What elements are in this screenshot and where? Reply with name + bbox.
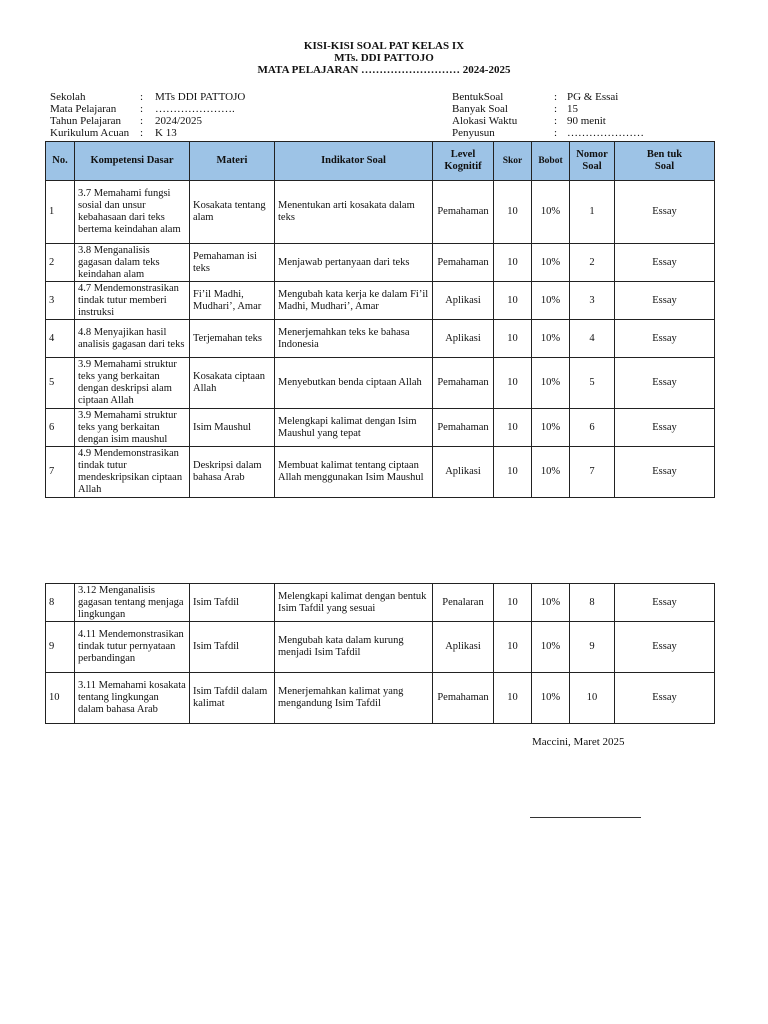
header-level-line2: Kognitif <box>444 161 482 172</box>
cell-materi: Isim Maushul <box>190 409 275 447</box>
cell-no: 7 <box>46 447 75 498</box>
cell-no: 6 <box>46 409 75 447</box>
header-bentuk-line1: Ben tuk <box>646 149 683 160</box>
cell-kd: 4.8 Menyajikan hasil analisis gagasan dari teks <box>75 320 190 358</box>
cell-materi: Deskripsi dalam bahasa Arab <box>190 447 275 498</box>
cell-level: Pemahaman <box>433 673 494 724</box>
cell-bobot: 10% <box>532 244 570 282</box>
cell-level: Aplikasi <box>433 320 494 358</box>
cell-no: 9 <box>46 622 75 673</box>
info-label: Tahun Pelajaran <box>50 115 122 127</box>
cell-bobot: 10% <box>532 358 570 409</box>
cell-skor: 10 <box>494 181 532 244</box>
cell-bobot: 10% <box>532 584 570 622</box>
cell-bentuk: Essay <box>615 244 715 282</box>
cell-indikator: Melengkapi kalimat dengan bentuk Isim Tafdil yang sesuai <box>275 584 433 622</box>
cell-skor: 10 <box>494 244 532 282</box>
cell-indikator: Menerjemahkan teks ke bahasa Indonesia <box>275 320 433 358</box>
header-nomor-line2: Soal <box>582 161 602 172</box>
info-sep: : <box>554 127 558 139</box>
cell-bentuk: Essay <box>615 673 715 724</box>
cell-nomor: 5 <box>570 358 615 409</box>
info-sep: : <box>554 103 558 115</box>
header-bentuk <box>615 142 715 181</box>
cell-bentuk: Essay <box>615 409 715 447</box>
info-label: Sekolah <box>50 91 86 103</box>
table-row <box>46 673 715 724</box>
info-value: …………………. <box>155 103 235 115</box>
cell-level: Aplikasi <box>433 622 494 673</box>
info-label: Alokasi Waktu <box>452 115 518 127</box>
cell-materi: Pemahaman isi teks <box>190 244 275 282</box>
info-value: K 13 <box>155 127 177 139</box>
cell-kd: 3.12 Menganalisis gagasan tentang menjaga lingkungan <box>75 584 190 622</box>
table-row <box>46 584 715 622</box>
info-value: 15 <box>567 103 578 115</box>
cell-skor: 10 <box>494 409 532 447</box>
cell-kd: 3.9 Memahami struktur teks yang berkaitan dengan deskripsi alam ciptaan Allah <box>75 358 190 409</box>
cell-level: Pemahaman <box>433 409 494 447</box>
cell-nomor: 7 <box>570 447 615 498</box>
cell-indikator: Melengkapi kalimat dengan Isim Maushul yang tepat <box>275 409 433 447</box>
cell-indikator: Menerjemahkan kalimat yang mengandung Isim Tafdil <box>275 673 433 724</box>
cell-indikator: Menentukan arti kosakata dalam teks <box>275 181 433 244</box>
info-row-count <box>452 103 644 115</box>
table-row <box>46 282 715 320</box>
cell-skor: 10 <box>494 320 532 358</box>
table-row <box>46 244 715 282</box>
info-sep: : <box>554 91 558 103</box>
info-value: PG & Essai <box>567 91 619 103</box>
document-title: KISI-KISI SOAL PAT KELAS IX <box>303 40 465 52</box>
cell-bentuk: Essay <box>615 282 715 320</box>
cell-kd: 4.7 Mendemonstrasikan tindak tutur memberi instruksi <box>75 282 190 320</box>
cell-indikator: Mengubah kata dalam kurung menjadi Isim Tafdil <box>275 622 433 673</box>
cell-nomor: 8 <box>570 584 615 622</box>
info-sep: : <box>140 91 144 103</box>
cell-nomor: 6 <box>570 409 615 447</box>
header-nomor-line1: Nomor <box>576 149 608 160</box>
cell-no: 8 <box>46 584 75 622</box>
table-row <box>46 622 715 673</box>
cell-level: Pemahaman <box>433 181 494 244</box>
cell-skor: 10 <box>494 282 532 320</box>
header-bentuk-line2: Soal <box>654 161 675 172</box>
cell-bobot: 10% <box>532 409 570 447</box>
header-kompetensi-dasar: Kompetensi Dasar <box>75 142 190 181</box>
cell-nomor: 1 <box>570 181 615 244</box>
cell-level: Penalaran <box>433 584 494 622</box>
signature-place-date: Maccini, Maret 2025 <box>532 736 625 748</box>
info-label: Mata Pelajaran <box>50 103 117 115</box>
cell-nomor: 3 <box>570 282 615 320</box>
cell-nomor: 4 <box>570 320 615 358</box>
info-row-school <box>50 91 245 103</box>
header-level-line1: Level <box>450 149 476 160</box>
cell-no: 5 <box>46 358 75 409</box>
cell-level: Pemahaman <box>433 358 494 409</box>
table-row <box>46 320 715 358</box>
table-header-row <box>46 142 715 181</box>
info-row-subject <box>50 103 245 115</box>
cell-bentuk: Essay <box>615 320 715 358</box>
cell-bobot: 10% <box>532 320 570 358</box>
cell-bentuk: Essay <box>615 358 715 409</box>
cell-materi: Kosakata ciptaan Allah <box>190 358 275 409</box>
info-value: ………………… <box>567 127 644 139</box>
cell-indikator: Menjawab pertanyaan dari teks <box>275 244 433 282</box>
cell-bobot: 10% <box>532 181 570 244</box>
cell-skor: 10 <box>494 622 532 673</box>
header-skor: Skor <box>494 142 532 181</box>
subject-year-title: MATA PELAJARAN ……………………… 2024-2025 <box>257 64 511 76</box>
header-nomor <box>570 142 615 181</box>
cell-bobot: 10% <box>532 622 570 673</box>
cell-skor: 10 <box>494 584 532 622</box>
cell-indikator: Menyebutkan benda ciptaan Allah <box>275 358 433 409</box>
cell-kd: 3.11 Memahami kosakata tentang lingkungan dalam bahasa Arab <box>75 673 190 724</box>
info-label: BentukSoal <box>452 91 504 103</box>
cell-indikator: Membuat kalimat tentang ciptaan Allah menggunakan Isim Maushul <box>275 447 433 498</box>
header-bobot: Bobot <box>532 142 570 181</box>
info-value: MTs DDI PATTOJO <box>155 91 246 103</box>
info-row-form <box>452 91 644 103</box>
cell-materi: Isim Tafdil dalam kalimat <box>190 673 275 724</box>
info-sep: : <box>140 115 144 127</box>
cell-skor: 10 <box>494 673 532 724</box>
cell-skor: 10 <box>494 358 532 409</box>
info-label: Penyusun <box>452 127 495 139</box>
cell-no: 10 <box>46 673 75 724</box>
cell-bobot: 10% <box>532 673 570 724</box>
cell-bobot: 10% <box>532 282 570 320</box>
document-title-block <box>0 40 768 76</box>
cell-level: Aplikasi <box>433 282 494 320</box>
table-row <box>46 409 715 447</box>
cell-nomor: 10 <box>570 673 615 724</box>
cell-bentuk: Essay <box>615 181 715 244</box>
cell-nomor: 9 <box>570 622 615 673</box>
cell-no: 4 <box>46 320 75 358</box>
info-sep: : <box>140 103 144 115</box>
info-sep: : <box>140 127 144 139</box>
cell-indikator: Mengubah kata kerja ke dalam Fi’il Madhi, Mudhari’, Amar <box>275 282 433 320</box>
cell-materi: Fi’il Madhi, Mudhari’, Amar <box>190 282 275 320</box>
info-label: Banyak Soal <box>452 103 508 115</box>
cell-level: Aplikasi <box>433 447 494 498</box>
table-row <box>46 447 715 498</box>
cell-kd: 3.7 Memahami fungsi sosial dan unsur kebahasaan dari teks bertema keindahan alam <box>75 181 190 244</box>
info-left <box>50 91 245 139</box>
cell-materi: Isim Tafdil <box>190 584 275 622</box>
info-row-year <box>50 115 245 127</box>
school-title: MTs. DDI PATTOJO <box>334 52 434 64</box>
cell-kd: 4.11 Mendemonstrasikan tindak tutur pernyataan perbandingan <box>75 622 190 673</box>
info-value: 90 menit <box>567 115 606 127</box>
header-materi: Materi <box>190 142 275 181</box>
table-row <box>46 358 715 409</box>
table-row <box>46 181 715 244</box>
info-sep: : <box>554 115 558 127</box>
info-value: 2024/2025 <box>155 115 203 127</box>
info-right <box>452 91 644 139</box>
cell-kd: 3.9 Memahami struktur teks yang berkaitan dengan isim maushul <box>75 409 190 447</box>
kisi-table-page2 <box>45 583 715 724</box>
info-row-time <box>452 115 644 127</box>
cell-skor: 10 <box>494 447 532 498</box>
cell-kd: 4.9 Mendemonstrasikan tindak tutur mendeskripsikan ciptaan Allah <box>75 447 190 498</box>
cell-no: 2 <box>46 244 75 282</box>
header-no: No. <box>46 142 75 181</box>
cell-bentuk: Essay <box>615 584 715 622</box>
cell-level: Pemahaman <box>433 244 494 282</box>
cell-nomor: 2 <box>570 244 615 282</box>
cell-no: 3 <box>46 282 75 320</box>
header-level <box>433 142 494 181</box>
info-row-curriculum <box>50 127 245 139</box>
cell-no: 1 <box>46 181 75 244</box>
info-label: Kurikulum Acuan <box>50 127 130 139</box>
cell-bobot: 10% <box>532 447 570 498</box>
cell-materi: Isim Tafdil <box>190 622 275 673</box>
kisi-table-page1 <box>45 141 715 498</box>
cell-materi: Kosakata tentang alam <box>190 181 275 244</box>
cell-bentuk: Essay <box>615 622 715 673</box>
signature-line <box>530 817 641 818</box>
header-indikator: Indikator Soal <box>275 142 433 181</box>
cell-kd: 3.8 Menganalisis gagasan dalam teks keindahan alam <box>75 244 190 282</box>
info-row-author <box>452 127 644 139</box>
cell-bentuk: Essay <box>615 447 715 498</box>
cell-materi: Terjemahan teks <box>190 320 275 358</box>
